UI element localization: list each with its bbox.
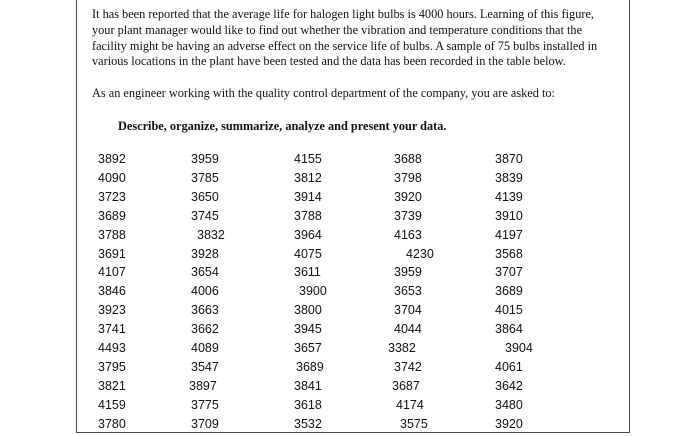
table-cell: 3920	[495, 416, 523, 431]
table-cell: 3959	[394, 265, 422, 280]
table-cell: 3741	[98, 322, 126, 337]
table-cell: 4230	[406, 246, 434, 261]
table-cell: 4155	[294, 152, 322, 166]
task-heading: Describe, organize, summarize, analyze and present your data.	[118, 119, 447, 133]
table-cell: 3788	[98, 227, 126, 242]
table-cell: 3723	[98, 189, 126, 204]
table-cell: 3800	[294, 303, 322, 318]
table-cell: 3480	[495, 397, 523, 412]
table-cell: 3739	[394, 208, 422, 223]
table-cell: 3532	[294, 416, 322, 431]
table-cell: 3928	[191, 246, 219, 261]
table-cell: 4089	[191, 341, 219, 355]
table-cell: 4139	[495, 189, 523, 204]
table-cell: 3846	[98, 284, 126, 299]
table-cell: 3642	[495, 378, 523, 393]
table-cell: 3798	[394, 170, 422, 185]
table-cell: 4163	[394, 227, 422, 242]
table-cell: 3841	[294, 378, 322, 393]
table-cell: 3687	[392, 378, 420, 393]
table-cell: 3897	[189, 378, 217, 393]
table-cell: 3780	[98, 416, 126, 431]
table-cell: 3945	[294, 322, 322, 337]
table-cell: 3653	[394, 284, 422, 299]
table-cell: 3663	[191, 303, 219, 318]
table-cell: 4006	[191, 284, 219, 299]
table-cell: 3709	[191, 416, 219, 431]
table-cell: 3914	[294, 189, 322, 204]
table-cell: 3707	[495, 265, 523, 280]
table-cell: 3611	[294, 265, 321, 280]
problem-paragraph: It has been reported that the average life for halogen light bulbs is 4000 hours. Learning of this figure, your plant manager would like to find out whether the vibration and temperature conditions that the facility might be having an adverse effect on the service life of bulbs. A sample of 75 bulbs installed in various locations in the plant have been tested and the data has been recorded in the table below.	[92, 7, 598, 69]
table-cell: 4061	[495, 359, 523, 374]
table-cell: 3821	[98, 378, 126, 393]
table-cell: 3657	[294, 341, 322, 355]
table-cell: 4197	[495, 227, 523, 242]
table-cell: 3900	[299, 284, 327, 299]
instruction-text: As an engineer working with the quality control department of the company, you are asked to:	[92, 86, 555, 100]
table-cell: 3689	[296, 359, 324, 374]
table-cell: 3832	[197, 227, 225, 242]
table-cell: 4015	[495, 303, 523, 318]
table-cell: 3864	[495, 322, 523, 337]
table-cell: 3547	[191, 359, 219, 374]
table-cell: 3870	[495, 152, 523, 166]
table-cell: 3650	[191, 189, 219, 204]
table-cell: 3689	[495, 284, 523, 299]
table-cell: 4090	[98, 170, 126, 185]
table-cell: 3742	[394, 359, 422, 374]
table-cell: 3892	[98, 152, 126, 166]
table-cell: 3839	[495, 170, 523, 185]
table-cell: 4159	[98, 397, 126, 412]
table-cell: 4174	[396, 397, 424, 412]
table-cell: 3920	[394, 189, 422, 204]
table-cell: 3654	[191, 265, 219, 280]
table-cell: 3382	[388, 341, 416, 355]
table-cell: 3618	[294, 397, 322, 412]
table-cell: 3775	[191, 397, 219, 412]
table-cell: 3704	[394, 303, 422, 318]
table-cell: 3788	[294, 208, 322, 223]
table-cell: 3910	[495, 208, 523, 223]
table-cell: 3689	[98, 208, 126, 223]
table-cell: 4075	[294, 246, 322, 261]
table-cell: 3745	[191, 208, 219, 223]
table-cell: 4044	[394, 322, 422, 337]
table-cell: 3662	[191, 322, 219, 337]
table-cell: 3795	[98, 359, 126, 374]
table-cell: 3785	[191, 170, 219, 185]
table-cell: 3575	[400, 416, 428, 431]
table-cell: 3691	[98, 246, 126, 261]
table-cell: 3904	[505, 341, 533, 355]
table-cell: 3923	[98, 303, 126, 318]
table-cell: 3959	[191, 152, 219, 166]
table-cell: 3568	[495, 246, 523, 261]
table-cell: 3964	[294, 227, 322, 242]
table-cell: 3812	[294, 170, 322, 185]
table-cell: 4493	[98, 341, 126, 355]
table-cell: 4107	[98, 265, 126, 280]
table-cell: 3688	[394, 152, 422, 166]
